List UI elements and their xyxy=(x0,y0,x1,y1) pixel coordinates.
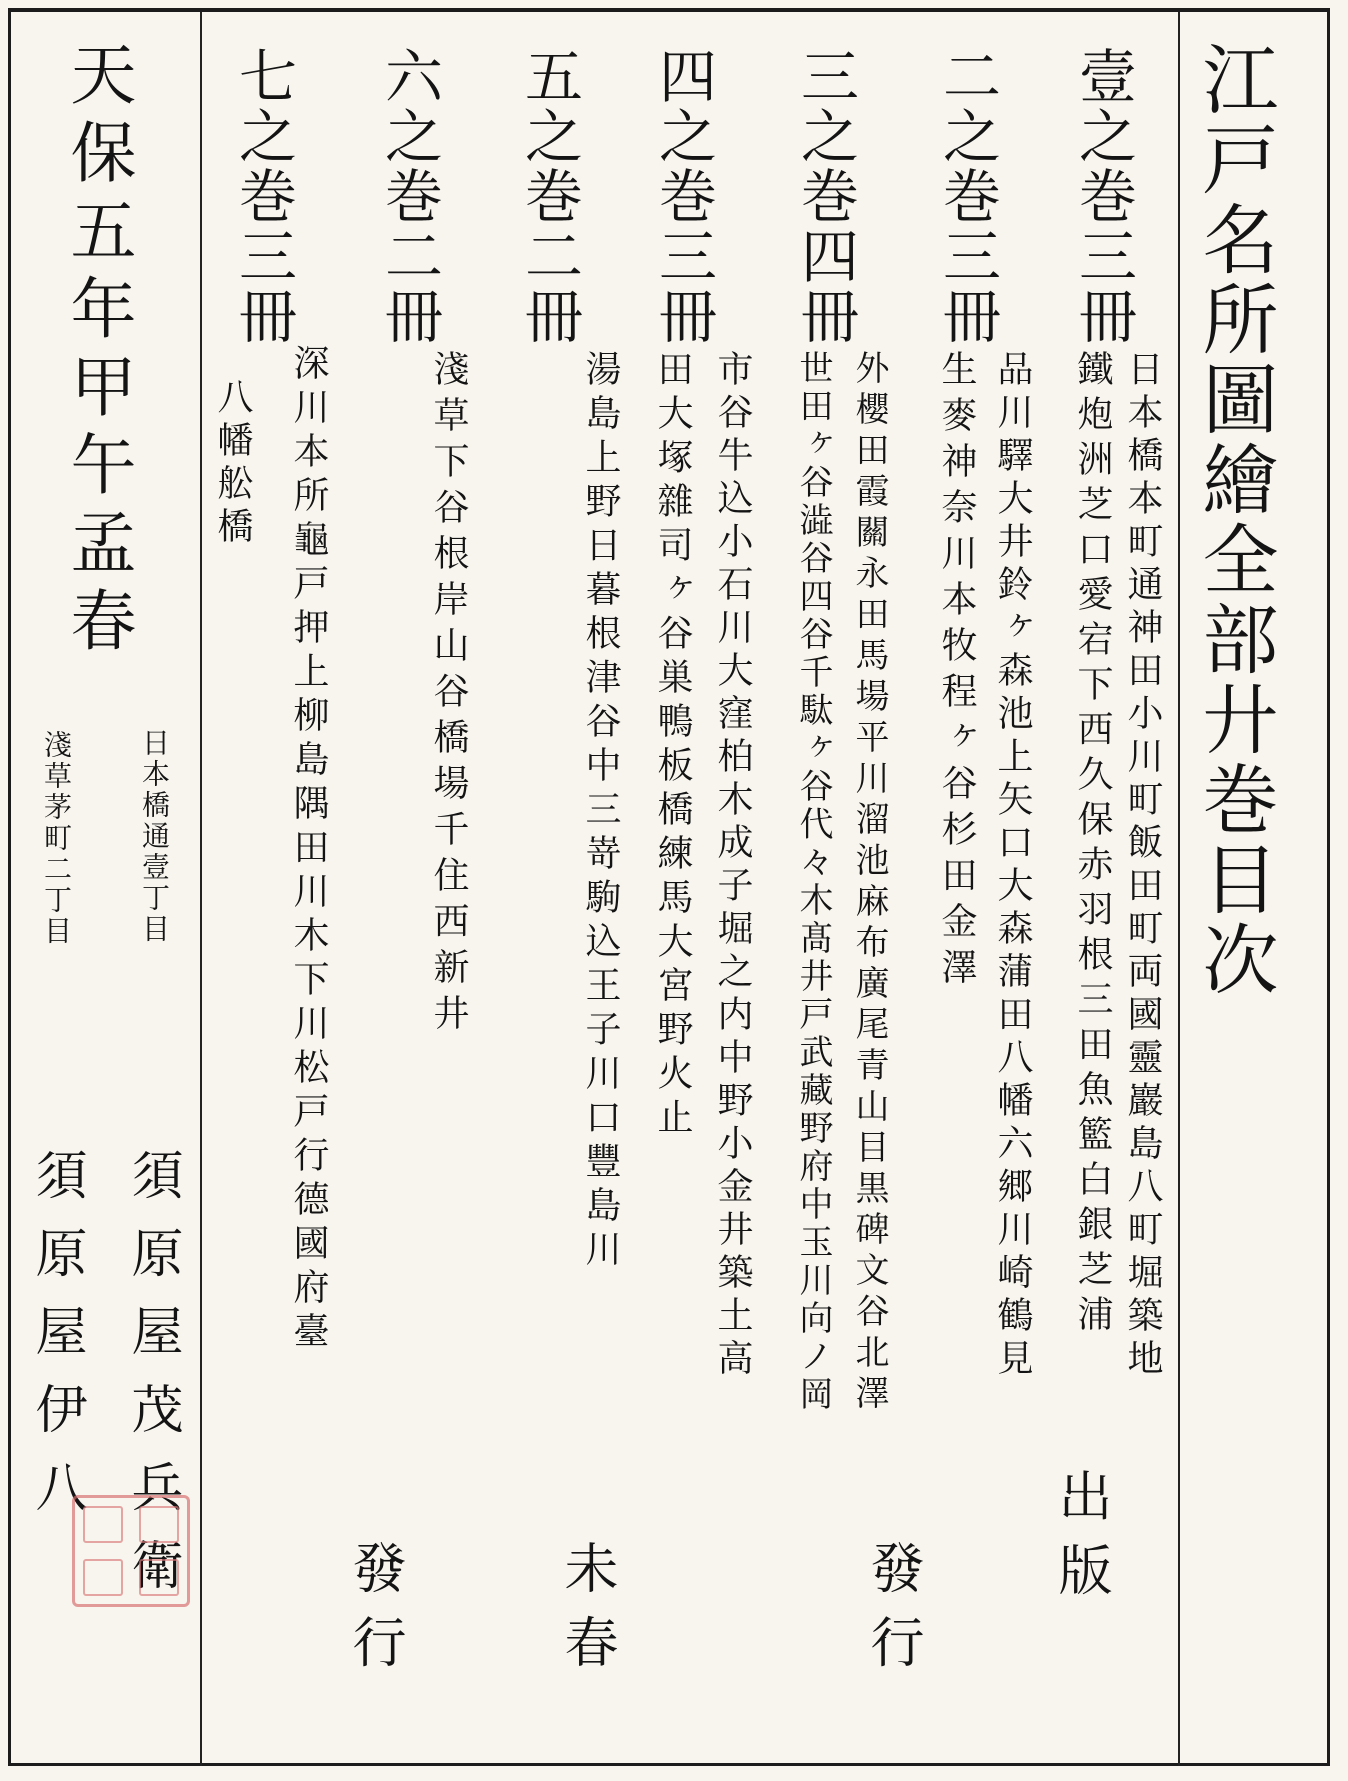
page-title: 江戸名所圖繪全部廾巻目次 xyxy=(1190,40,1279,1000)
volume-5-label: 五之巻二冊 xyxy=(515,46,583,346)
volume-4-contents: 市谷牛込小石川大窪柏木成子堀之内中野小金井築土高 xyxy=(712,350,753,1382)
volume-7-contents: 深川本所龜戸押上柳島隅田川木下川松戸行德國府臺 xyxy=(288,344,329,1356)
issued-mark-1: 發行 xyxy=(862,1540,925,1688)
issued-mark-2: 發行 xyxy=(344,1540,407,1688)
publisher-1-name: 須原屋茂兵衛 xyxy=(122,1148,182,1616)
volume-7-label: 七之巻三冊 xyxy=(229,46,297,346)
volume-6-contents: 淺草下谷根岸山谷橋場千住西新井 xyxy=(428,350,469,1040)
forthcoming-mark: 未春 xyxy=(556,1540,619,1688)
publisher-2-address: 淺草茅町二丁目 xyxy=(40,730,73,947)
seal-glyph xyxy=(83,1506,123,1543)
era-date: 天保五年甲午孟春 xyxy=(59,40,136,664)
volume-1-label: 壹之巻三冊 xyxy=(1069,46,1137,346)
seal-glyph xyxy=(139,1506,179,1543)
title-divider xyxy=(1178,12,1180,1766)
colophon-divider xyxy=(200,12,202,1766)
publisher-2-name: 須原屋伊八 xyxy=(26,1148,86,1538)
volume-4-contents-cont: 田大塚雜司ヶ谷巣鴨板橋練馬大宮野火止 xyxy=(652,350,693,1142)
volume-3-label: 三之巻四冊 xyxy=(791,46,859,346)
publisher-1-address: 日本橋通壹丁目 xyxy=(138,728,171,945)
red-seal-stamp xyxy=(72,1495,190,1607)
volume-4-label: 四之巻三冊 xyxy=(649,46,717,346)
volume-7-contents-cont: 八幡舩橋 xyxy=(212,378,253,550)
volume-2-label: 二之巻三冊 xyxy=(933,46,1001,346)
volume-1-contents-cont: 鐵炮洲芝口愛宕下西久保赤羽根三田魚籃白銀芝浦 xyxy=(1072,350,1113,1340)
volume-2-contents: 品川驛大井鈴ヶ森池上矢口大森蒲田八幡六郷川崎鶴見 xyxy=(992,350,1033,1382)
seal-glyph xyxy=(83,1559,123,1596)
published-mark: 出版 xyxy=(1050,1468,1113,1616)
volume-1-contents: 日本橋本町通神田小川町飯田町両國靈巖島八町堀築地 xyxy=(1122,350,1163,1382)
volume-6-label: 六之巻二冊 xyxy=(375,46,443,346)
volume-5-contents: 湯島上野日暮根津谷中三嵜駒込王子川口豐島川 xyxy=(580,350,621,1274)
volume-3-contents-cont: 世田ヶ谷澁谷四谷千駄ヶ谷代々木髙井戸武藏野府中玉川向ノ岡 xyxy=(793,350,833,1414)
volume-2-contents-cont: 生麥神奈川本牧程ヶ谷杉田金澤 xyxy=(936,350,977,994)
volume-3-contents: 外櫻田霞關永田馬場平川溜池麻布廣尾青山目黒碑文谷北澤 xyxy=(849,350,889,1416)
seal-glyph xyxy=(139,1559,179,1596)
